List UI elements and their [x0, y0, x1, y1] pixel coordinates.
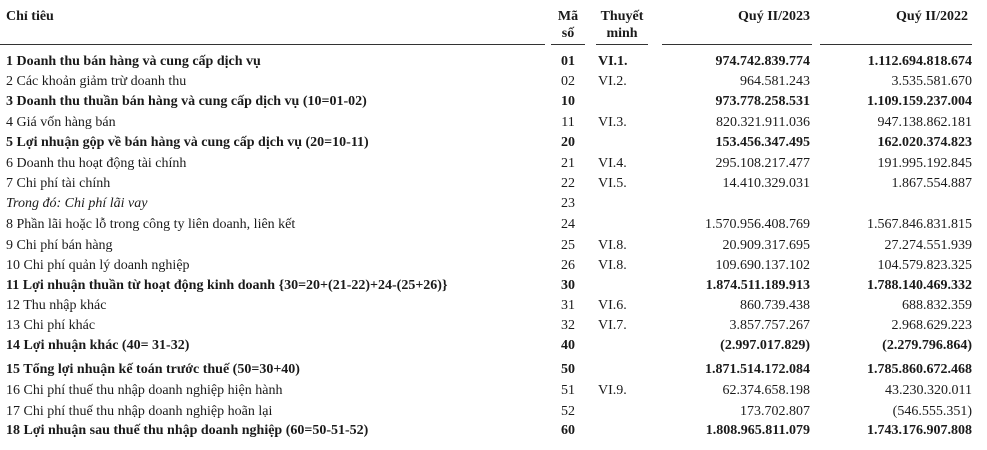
row-value-q2-2022: 1.743.176.907.808: [867, 423, 972, 438]
header-thuyet-minh: [592, 8, 652, 42]
table-row: [0, 402, 987, 422]
row-label: 11 Lợi nhuận thuần từ hoạt động kinh doanh {30=20+(21-22)+24-(25+26)}: [6, 278, 448, 293]
row-note: VI.8.: [598, 258, 627, 273]
row-value-q2-2023: (2.997.017.829): [720, 338, 810, 353]
table-row: [0, 113, 987, 133]
row-value-q2-2023: 153.456.347.495: [715, 135, 810, 150]
row-value-q2-2023: 964.581.243: [740, 74, 810, 89]
row-label: 4 Giá vốn hàng bán: [6, 115, 116, 130]
row-code: 02: [561, 74, 575, 89]
row-code: 31: [561, 298, 575, 313]
table-row: [0, 72, 987, 92]
header-ma-so-line2: số: [561, 26, 575, 41]
row-label: 8 Phần lãi hoặc lỗ trong công ty liên doanh, liên kết: [6, 217, 296, 232]
row-label: 10 Chi phí quản lý doanh nghiệp: [6, 258, 190, 273]
row-value-q2-2022: 1.109.159.237.004: [867, 94, 972, 109]
row-note: VI.7.: [598, 318, 627, 333]
header-underline: [820, 44, 972, 45]
row-note: VI.8.: [598, 238, 627, 253]
row-code: 32: [561, 318, 575, 333]
table-row: [0, 174, 987, 194]
row-label: 3 Doanh thu thuần bán hàng và cung cấp dịch vụ (10=01-02): [6, 94, 367, 109]
row-label: 14 Lợi nhuận khác (40= 31-32): [6, 338, 190, 353]
row-value-q2-2023: 20.909.317.695: [722, 238, 810, 253]
row-value-q2-2023: 1.808.965.811.079: [705, 423, 810, 438]
row-code: 50: [561, 362, 575, 377]
row-note: VI.4.: [598, 156, 627, 171]
row-note: VI.5.: [598, 176, 627, 191]
row-value-q2-2022: (546.555.351): [892, 404, 972, 419]
row-value-q2-2022: 3.535.581.670: [891, 74, 972, 89]
header-thuyet-minh-line2: minh: [606, 26, 638, 41]
row-value-q2-2023: 109.690.137.102: [715, 258, 810, 273]
row-value-q2-2023: 860.739.438: [740, 298, 810, 313]
row-label: 5 Lợi nhuận gộp về bán hàng và cung cấp dịch vụ (20=10-11): [6, 135, 369, 150]
table-row: [0, 296, 987, 316]
row-note: VI.9.: [598, 383, 627, 398]
table-row: [0, 154, 987, 174]
row-code: 60: [561, 423, 575, 438]
header-ma-so-line1: Mã: [557, 9, 579, 24]
row-value-q2-2022: 1.567.846.831.815: [867, 217, 972, 232]
row-note: VI.2.: [598, 74, 627, 89]
table-row: [0, 336, 987, 356]
table-row: [0, 52, 987, 72]
header-underline: [662, 44, 812, 45]
table-header: [0, 0, 987, 48]
row-value-q2-2023: 973.778.258.531: [715, 94, 810, 109]
row-value-q2-2023: 62.374.658.198: [722, 383, 810, 398]
row-code: 21: [561, 156, 575, 171]
row-value-q2-2023: 820.321.911.036: [716, 115, 810, 130]
table-row: [0, 256, 987, 276]
row-value-q2-2023: 974.742.839.774: [715, 54, 810, 69]
row-value-q2-2023: 1.874.511.189.913: [705, 278, 810, 293]
row-label: 9 Chi phí bán hàng: [6, 238, 113, 253]
row-note: VI.3.: [598, 115, 627, 130]
row-value-q2-2023: 14.410.329.031: [722, 176, 810, 191]
header-q2-2022: Quý II/2022: [896, 9, 968, 24]
row-code: 24: [561, 217, 575, 232]
row-label: 16 Chi phí thuế thu nhập doanh nghiệp hiện hành: [6, 383, 283, 398]
row-value-q2-2023: 1.871.514.172.084: [705, 362, 810, 377]
row-code: 20: [561, 135, 575, 150]
row-note: VI.1.: [598, 54, 628, 69]
row-code: 26: [561, 258, 575, 273]
row-label: 18 Lợi nhuận sau thuế thu nhập doanh nghiệp (60=50-51-52): [6, 423, 369, 438]
row-label: 7 Chi phí tài chính: [6, 176, 111, 191]
row-code: 10: [561, 94, 575, 109]
row-code: 30: [561, 278, 575, 293]
table-row: [0, 276, 987, 296]
row-label: 2 Các khoản giảm trừ doanh thu: [6, 74, 187, 89]
row-value-q2-2022: 1.112.694.818.674: [867, 54, 972, 69]
table-row: [0, 381, 987, 401]
header-q2-2023: Quý II/2023: [738, 9, 810, 24]
row-value-q2-2023: 1.570.956.408.769: [705, 217, 810, 232]
row-value-q2-2022: 1.788.140.469.332: [867, 278, 972, 293]
row-code: 01: [561, 54, 575, 69]
table-row: [0, 421, 987, 441]
table-row: [0, 92, 987, 112]
row-value-q2-2022: 688.832.359: [902, 298, 972, 313]
row-value-q2-2022: 162.020.374.823: [877, 135, 972, 150]
row-value-q2-2023: 295.108.217.477: [715, 156, 810, 171]
row-code: 51: [561, 383, 575, 398]
row-code: 40: [561, 338, 575, 353]
row-value-q2-2022: 27.274.551.939: [884, 238, 972, 253]
row-value-q2-2022: 1.785.860.672.468: [867, 362, 972, 377]
row-value-q2-2022: (2.279.796.864): [882, 338, 972, 353]
row-value-q2-2023: 173.702.807: [740, 404, 810, 419]
row-code: 52: [561, 404, 575, 419]
table-row: [0, 360, 987, 380]
row-note: VI.6.: [598, 298, 627, 313]
header-underline: [551, 44, 585, 45]
row-label: 12 Thu nhập khác: [6, 298, 107, 313]
row-value-q2-2022: 43.230.320.011: [885, 383, 972, 398]
header-underline: [596, 44, 648, 45]
row-label: 17 Chi phí thuế thu nhập doanh nghiệp hoãn lại: [6, 404, 273, 419]
table-row: [0, 215, 987, 235]
table-row: [0, 236, 987, 256]
row-label: 13 Chi phí khác: [6, 318, 96, 333]
row-value-q2-2022: 2.968.629.223: [891, 318, 972, 333]
row-value-q2-2022: 104.579.823.325: [877, 258, 972, 273]
row-label: 6 Doanh thu hoạt động tài chính: [6, 156, 187, 171]
row-value-q2-2022: 191.995.192.845: [877, 156, 972, 171]
table-row: [0, 133, 987, 153]
row-label: 1 Doanh thu bán hàng và cung cấp dịch vụ: [6, 54, 261, 69]
row-label: 15 Tổng lợi nhuận kế toán trước thuế (50=30+40): [6, 362, 300, 377]
table-row: [0, 194, 987, 214]
row-value-q2-2022: 1.867.554.887: [891, 176, 972, 191]
header-chi-tieu: Chỉ tiêu: [6, 9, 54, 24]
row-value-q2-2022: 947.138.862.181: [877, 115, 972, 130]
table-row: [0, 316, 987, 336]
row-value-q2-2023: 3.857.757.267: [729, 318, 810, 333]
row-code: 11: [561, 115, 575, 130]
header-underline: [0, 44, 545, 45]
row-code: 22: [561, 176, 575, 191]
row-code: 23: [561, 196, 575, 211]
row-code: 25: [561, 238, 575, 253]
header-ma-so: [551, 8, 585, 42]
row-label: Trong đó: Chi phí lãi vay: [6, 196, 148, 211]
header-thuyet-minh-line1: Thuyết: [600, 9, 644, 24]
